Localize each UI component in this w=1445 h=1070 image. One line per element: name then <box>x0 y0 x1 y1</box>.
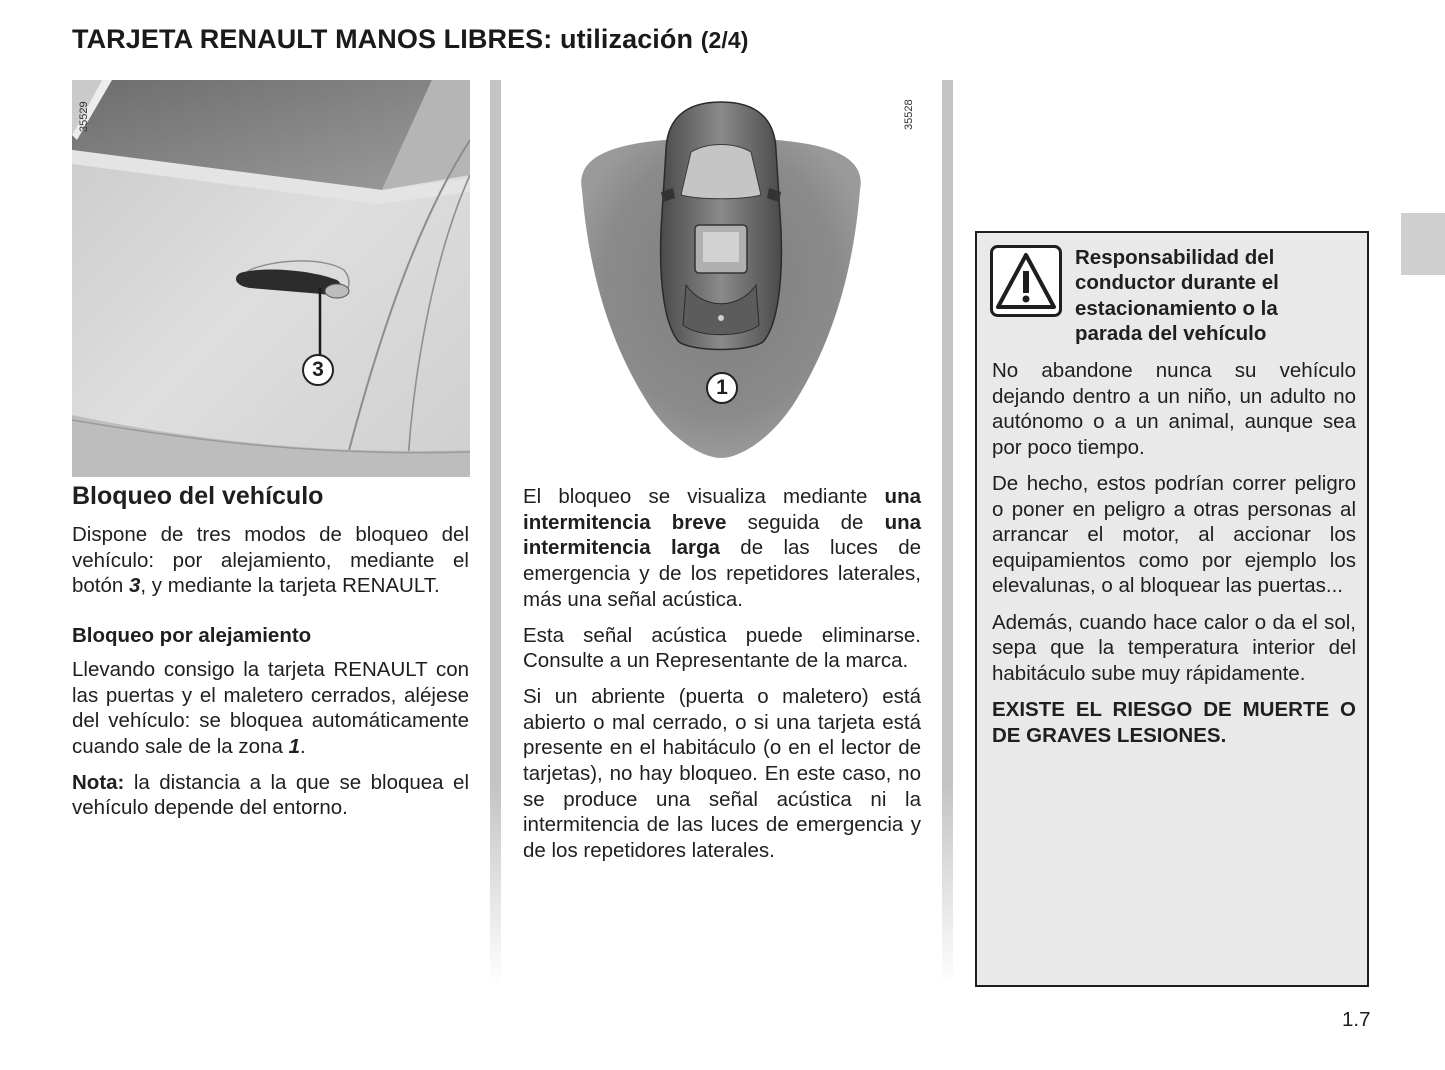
signal-text-a: El bloqueo se visualiza mediante <box>523 485 885 508</box>
door-figure-id: 35529 <box>78 101 90 132</box>
warning-paragraph-3: Además, cuando hace calor o da el sol, sepa que la temperatura interior del habitáculo sube muy rápidamente. <box>992 610 1356 685</box>
warning-triangle-icon <box>990 245 1062 317</box>
door-handle-figure <box>72 80 470 477</box>
signal-text-c: seguida de <box>726 510 885 534</box>
door-callout: 3 <box>302 354 334 386</box>
zone-ref: 1 <box>288 734 300 758</box>
acoustic-paragraph: Esta señal acústica puede eliminarse. Consulte a un Representante de la marca. <box>523 623 921 673</box>
title-main: TARJETA RENAULT MANOS LIBRES: utilización <box>72 24 694 54</box>
warning-text <box>992 358 1356 759</box>
note-paragraph <box>72 770 469 821</box>
note-label: Nota: <box>72 770 125 794</box>
car-callout: 1 <box>706 372 738 404</box>
page-number: 1.7 <box>1342 1008 1371 1031</box>
signal-paragraph <box>523 484 921 613</box>
warning-risk-statement: EXISTE EL RIESGO DE MUERTE O DE GRAVES LESIONES. <box>992 698 1356 747</box>
warning-title-line: Responsabilidad del <box>1075 246 1275 269</box>
car-zone-illustration <box>523 80 920 477</box>
warning-title <box>1075 245 1360 346</box>
warning-paragraph-1: No abandone nunca su vehículo dejando dentro a un niño, un adulto no autónomo o a un animal, aunque sea por poco tiempo. <box>992 359 1356 459</box>
warning-title-line: parada del vehículo <box>1075 321 1267 345</box>
warning-box <box>975 231 1369 987</box>
column-separator-1 <box>490 80 501 985</box>
signal-text-b: una intermitencia breve <box>523 485 921 534</box>
subsection-heading: Bloqueo por alejamiento <box>72 624 312 648</box>
car-zone-figure <box>523 80 920 477</box>
column-1 <box>72 481 469 831</box>
distance-lock-paragraph <box>72 657 469 760</box>
page-title <box>72 24 749 55</box>
intro-ref: 3 <box>129 574 141 598</box>
section-heading: Bloqueo del vehículo <box>72 482 324 510</box>
signal-text-e: de las luces de emergencia y de los repetidores laterales, más una señal acústica. <box>523 536 922 611</box>
door-handle-illustration <box>72 80 470 477</box>
car-figure-id: 35528 <box>903 99 915 130</box>
column-separator-2 <box>942 80 953 985</box>
no-lock-paragraph: Si un abriente (puerta o maletero) está abierto o mal cerrado, o si una tarjeta está presente en el habitáculo (o en el lector de tarjetas), no hay bloqueo. En este caso, no se produce una señal acústica ni la intermitencia de las luces de emergencia y de los repetidores laterales. <box>523 684 921 863</box>
distance-lock-text: Llevando consigo la tarjeta RENAULT con las puertas y el maletero cerrados, aléjese del vehículo: se bloquea automáticamente cuando sale de la zona <box>72 657 469 758</box>
column-2 <box>523 484 921 874</box>
intro-paragraph <box>72 522 469 599</box>
warning-title-line: estacionamiento o la <box>1075 296 1278 320</box>
distance-lock-text-end: . <box>299 734 306 758</box>
note-text: la distancia a la que se bloquea el vehículo depende del entorno. <box>72 770 469 820</box>
title-part: (2/4) <box>700 27 749 53</box>
intro-text-end: , y mediante la tarjeta RENAULT. <box>140 574 440 598</box>
intro-text: Dispone de tres modos de bloqueo del vehículo: por alejamiento, mediante el botón <box>72 523 469 598</box>
warning-title-line: conductor durante el <box>1075 271 1279 295</box>
section-tab <box>1401 213 1445 275</box>
warning-paragraph-2: De hecho, estos podrían correr peligro o poner en peligro a otras personas al arrancar el motor, al accionar los equipamientos como por ejemplo los elevalunas, o al bloquear las puertas... <box>992 472 1356 597</box>
signal-text-d: una intermitencia larga <box>523 510 922 560</box>
